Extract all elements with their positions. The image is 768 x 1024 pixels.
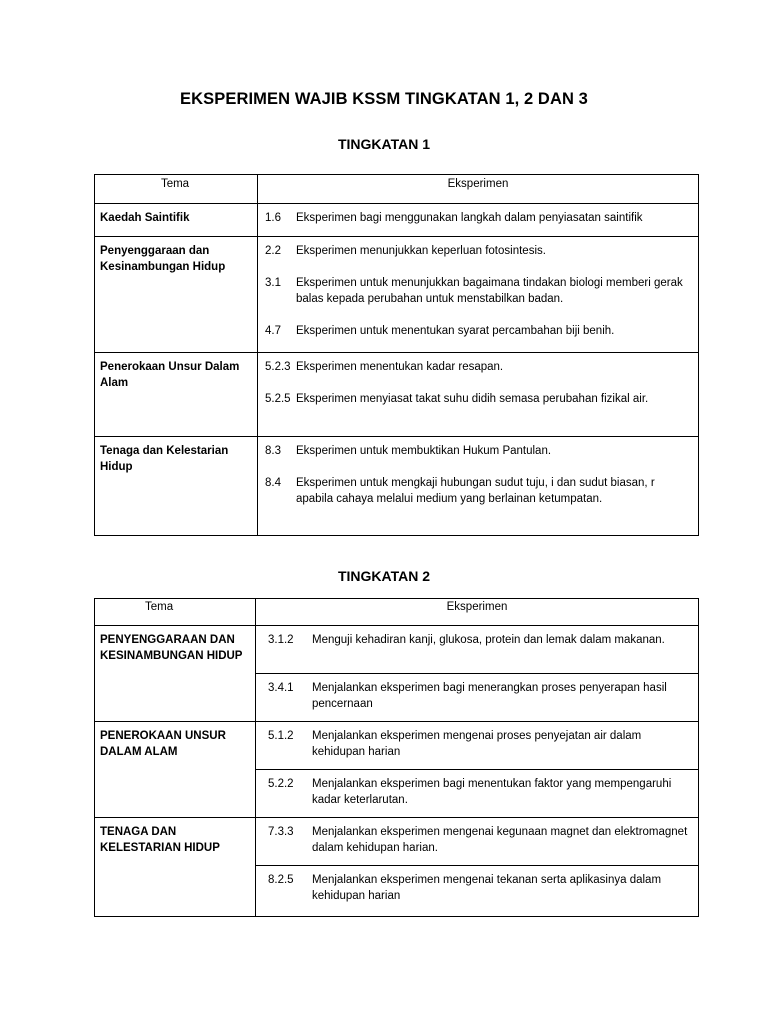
experiment-item: [268, 680, 692, 712]
experiment-code: 8.4: [265, 477, 281, 489]
experiment-item: [265, 391, 692, 407]
experiment-code: 4.7: [265, 325, 281, 337]
experiment-item: [268, 728, 692, 760]
experiment-text: Eksperimen untuk mengkaji hubungan sudut tuju, i dan sudut biasan, r apabila cahaya melalui medium yang berlainan ketumpatan.: [296, 477, 655, 505]
experiment-code: 5.1.2: [268, 730, 294, 742]
experiment-cell: [256, 818, 699, 866]
experiment-text: Eksperimen untuk membuktikan Hukum Pantulan.: [296, 445, 552, 457]
table-row: [95, 237, 699, 353]
experiment-code: 5.2.3: [265, 361, 291, 373]
table-header-row: [95, 599, 699, 626]
experiment-text: Eksperimen menyiasat takat suhu didih semasa perubahan fizikal air.: [296, 393, 649, 405]
experiments-cell: [258, 204, 699, 237]
experiment-text: Menjalankan eksperimen mengenai tekanan serta aplikasinya dalam kehidupan harian: [312, 874, 662, 902]
experiment-text: Eksperimen bagi menggunakan langkah dalam penyiasatan saintifik: [296, 212, 643, 224]
experiment-cell: [256, 722, 699, 770]
column-header-eksperimen: Eksperimen: [256, 599, 699, 626]
experiment-text: Menjalankan eksperimen bagi menentukan faktor yang mempengaruhi kadar keterlarutan.: [312, 778, 672, 806]
column-header-tema: Tema: [95, 175, 258, 204]
table-row: [95, 437, 699, 536]
experiment-code: 1.6: [265, 212, 281, 224]
experiment-item: [265, 443, 692, 459]
experiment-text: Eksperimen untuk menunjukkan bagaimana tindakan biologi memberi gerak balas kepada perubahan untuk menstabilkan badan.: [296, 277, 683, 305]
tingkatan-1-table: [94, 174, 699, 536]
experiment-text: Eksperimen menentukan kadar resapan.: [296, 361, 504, 373]
table-row: [95, 204, 699, 237]
experiment-text: Menjalankan eksperimen bagi menerangkan proses penyerapan hasil pencernaan: [312, 682, 667, 710]
tema-cell: Tenaga dan Kelestarian Hidup: [95, 437, 258, 536]
experiment-item: [265, 243, 692, 259]
experiment-code: 2.2: [265, 245, 281, 257]
tema-cell: Penyenggaraan dan Kesinambungan Hidup: [95, 237, 258, 353]
tema-cell: PENYENGGARAAN DAN KESINAMBUNGAN HIDUP: [95, 626, 256, 722]
experiment-cell: [256, 770, 699, 818]
document-title: EKSPERIMEN WAJIB KSSM TINGKATAN 1, 2 DAN 3: [180, 90, 588, 108]
experiment-item: [265, 275, 692, 307]
table-row: [95, 722, 699, 770]
table-row: [95, 626, 699, 674]
experiments-cell: [258, 237, 699, 353]
experiment-text: Eksperimen menunjukkan keperluan fotosintesis.: [296, 245, 546, 257]
tema-cell: TENAGA DAN KELESTARIAN HIDUP: [95, 818, 256, 917]
column-header-tema: Tema: [95, 599, 256, 626]
experiment-cell: [256, 674, 699, 722]
tingkatan-2-table: [94, 598, 699, 917]
experiment-item: [268, 776, 692, 808]
experiment-item: [265, 210, 692, 226]
experiment-code: 7.3.3: [268, 826, 294, 838]
experiment-code: 5.2.2: [268, 778, 294, 790]
tema-cell: Penerokaan Unsur Dalam Alam: [95, 353, 258, 437]
table-row: [95, 353, 699, 437]
experiment-item: [268, 632, 692, 648]
experiments-cell: [258, 437, 699, 536]
experiments-cell: [258, 353, 699, 437]
experiment-text: Menjalankan eksperimen mengenai proses penyejatan air dalam kehidupan harian: [312, 730, 642, 758]
tema-cell: Kaedah Saintifik: [95, 204, 258, 237]
experiment-code: 3.1.2: [268, 634, 294, 646]
experiment-item: [265, 359, 692, 375]
tingkatan-1-heading: TINGKATAN 1: [337, 136, 431, 152]
experiment-cell: [256, 626, 699, 674]
tingkatan-2-heading: TINGKATAN 2: [337, 568, 431, 584]
experiment-code: 8.2.5: [268, 874, 294, 886]
experiment-item: [268, 872, 692, 904]
experiment-code: 3.1: [265, 277, 281, 289]
table-header-row: [95, 175, 699, 204]
experiment-item: [265, 475, 692, 507]
experiment-text: Menguji kehadiran kanji, glukosa, protein dan lemak dalam makanan.: [312, 634, 665, 646]
experiment-code: 5.2.5: [265, 393, 291, 405]
tema-cell: PENEROKAAN UNSUR DALAM ALAM: [95, 722, 256, 818]
table-row: [95, 818, 699, 866]
experiment-item: [268, 824, 692, 856]
experiment-text: Menjalankan eksperimen mengenai kegunaan magnet dan elektromagnet dalam kehidupan harian.: [312, 826, 688, 854]
experiment-code: 8.3: [265, 445, 281, 457]
column-header-eksperimen: Eksperimen: [258, 175, 699, 204]
experiment-cell: [256, 866, 699, 917]
experiment-text: Eksperimen untuk menentukan syarat percambahan biji benih.: [296, 325, 615, 337]
experiment-code: 3.4.1: [268, 682, 294, 694]
experiment-item: [265, 323, 692, 339]
